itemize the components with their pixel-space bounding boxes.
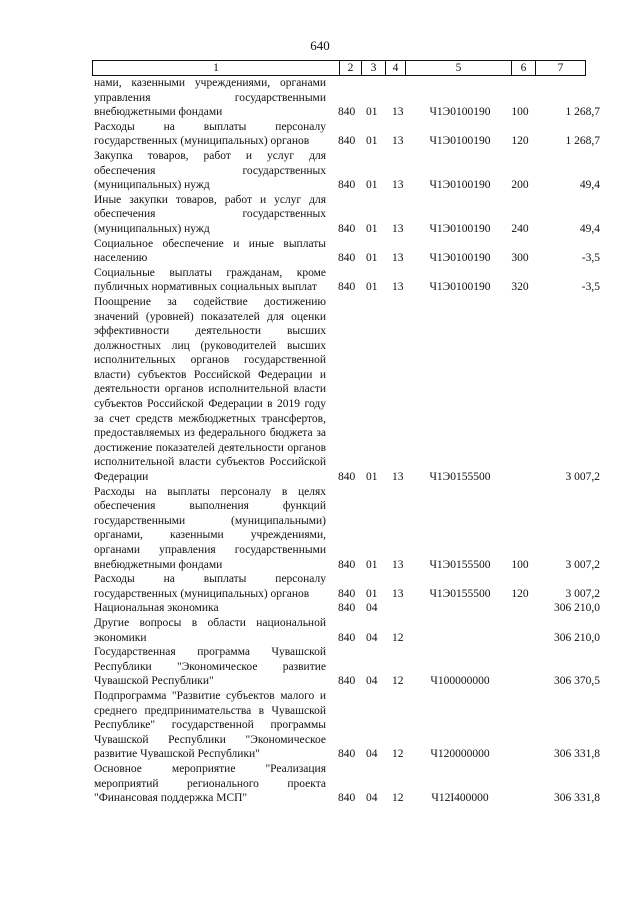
row-subsection-code: 12	[392, 631, 404, 644]
row-grbs-code: 840	[338, 179, 356, 192]
row-section-code: 01	[366, 587, 378, 600]
row-expense-type-code: 300	[511, 252, 529, 265]
row-target-article-code: Ч1Э0100190	[429, 222, 491, 235]
row-grbs-code: 840	[338, 602, 356, 615]
table-body	[92, 76, 600, 806]
row-amount: 3 007,2	[565, 471, 600, 484]
table-row	[92, 149, 600, 193]
row-subsection-code: 13	[392, 281, 404, 294]
row-grbs-code: 840	[338, 106, 356, 119]
row-expense-type-code: 120	[511, 135, 529, 148]
row-section-code: 04	[366, 602, 378, 615]
row-amount: 306 331,8	[554, 792, 600, 805]
row-target-article-code: Ч1Э0100190	[429, 281, 491, 294]
row-amount: 1 268,7	[565, 106, 600, 119]
row-amount: 306 331,8	[554, 748, 600, 761]
row-grbs-code: 840	[338, 631, 356, 644]
row-amount: 306 210,0	[554, 631, 600, 644]
column-header-6: 6	[511, 61, 535, 75]
row-target-article-code: Ч1Э0155500	[429, 587, 491, 600]
row-expense-type-code: 200	[511, 179, 529, 192]
row-name: Расходы на выплаты персоналу государственных (муниципальных) органов	[94, 120, 326, 148]
column-header-3: 3	[361, 61, 385, 75]
row-section-code: 01	[366, 135, 378, 148]
row-amount: 1 268,7	[565, 135, 600, 148]
column-header-4: 4	[385, 61, 405, 75]
row-name: Социальное обеспечение и иные выплаты населению	[94, 237, 326, 265]
row-amount: 49,4	[579, 179, 600, 192]
row-grbs-code: 840	[338, 471, 356, 484]
row-subsection-code: 13	[392, 222, 404, 235]
row-amount: 3 007,2	[565, 558, 600, 571]
row-subsection-code: 13	[392, 106, 404, 119]
row-subsection-code: 13	[392, 135, 404, 148]
table-header-row	[92, 60, 586, 76]
table-row	[92, 485, 600, 573]
row-name: Основное мероприятие "Реализация мероприятий регионального проекта "Финансовая поддержка МСП"	[94, 762, 326, 805]
row-section-code: 01	[366, 106, 378, 119]
row-subsection-code: 13	[392, 558, 404, 571]
row-subsection-code: 12	[392, 675, 404, 688]
table-row	[92, 689, 600, 762]
row-grbs-code: 840	[338, 252, 356, 265]
row-subsection-code: 13	[392, 587, 404, 600]
row-name: Социальные выплаты гражданам, кроме публичных нормативных социальных выплат	[94, 266, 326, 294]
row-section-code: 01	[366, 558, 378, 571]
row-section-code: 01	[366, 471, 378, 484]
row-grbs-code: 840	[338, 222, 356, 235]
row-name: Государственная программа Чувашской Республики "Экономическое развитие Чувашской Республики"	[94, 646, 326, 688]
row-name: Подпрограмма "Развитие субъектов малого и среднего предпринимательства в Чувашской Республике" государственной программы Чувашской Республики "Экономическое развитие Чувашской Республики"	[94, 689, 326, 761]
row-grbs-code: 840	[338, 558, 356, 571]
row-target-article-code: Ч12I400000	[431, 792, 489, 805]
page-number: 640	[310, 38, 330, 53]
row-target-article-code: Ч100000000	[430, 675, 490, 688]
row-subsection-code: 13	[392, 252, 404, 265]
row-target-article-code: Ч1Э0100190	[429, 179, 491, 192]
table-row	[92, 266, 600, 295]
row-section-code: 04	[366, 792, 378, 805]
row-name: Поощрение за содействие достижению значений (уровней) показателей для оценки эффективности деятельности высших должностных лиц (руководителей высших исполнительных органов государственной власти) субъектов Российской Федерации и деятельности органов исполнительной власти субъектов Российской Федерации в 2019 году за счет средств межбюджетных трансфертов, предоставляемых из федерального бюджета за достижение показателей деятельности органов исполнительной власти субъектов Российской Федерации	[94, 295, 326, 484]
row-subsection-code: 12	[392, 748, 404, 761]
row-target-article-code: Ч120000000	[430, 748, 490, 761]
row-amount: 49,4	[579, 222, 600, 235]
row-target-article-code: Ч1Э0100190	[429, 252, 491, 265]
row-target-article-code: Ч1Э0100190	[429, 106, 491, 119]
table-row	[92, 601, 600, 616]
row-section-code: 01	[366, 179, 378, 192]
row-section-code: 04	[366, 748, 378, 761]
table-row	[92, 572, 600, 601]
column-header-2: 2	[339, 61, 361, 75]
row-name: Расходы на выплаты персоналу в целях обеспечения выполнения функций государственными (муниципальными) органами, казенными учреждениями, органами управления государственными внебюджетными фондами	[94, 485, 326, 571]
row-target-article-code: Ч1Э0155500	[429, 471, 491, 484]
row-expense-type-code: 100	[511, 558, 529, 571]
row-grbs-code: 840	[338, 748, 356, 761]
column-header-5: 5	[405, 61, 511, 75]
column-header-7: 7	[535, 61, 585, 75]
table-row	[92, 120, 600, 149]
budget-table	[92, 60, 600, 806]
row-amount: 306 370,5	[554, 675, 600, 688]
row-section-code: 04	[366, 631, 378, 644]
row-section-code: 01	[366, 222, 378, 235]
row-subsection-code: 13	[392, 179, 404, 192]
row-name: Расходы на выплаты персоналу государственных (муниципальных) органов	[94, 573, 326, 600]
row-grbs-code: 840	[338, 675, 356, 688]
row-amount: 306 210,0	[554, 602, 600, 615]
row-target-article-code: Ч1Э0100190	[429, 135, 491, 148]
row-amount: -3,5	[581, 281, 600, 294]
table-row	[92, 616, 600, 645]
table-row	[92, 645, 600, 689]
row-name: Закупка товаров, работ и услуг для обеспечения государственных (муниципальных) нужд	[94, 149, 326, 192]
table-row	[92, 193, 600, 237]
table-row	[92, 76, 600, 120]
row-target-article-code: Ч1Э0155500	[429, 558, 491, 571]
row-subsection-code: 12	[392, 792, 404, 805]
row-expense-type-code: 240	[511, 222, 529, 235]
table-row	[92, 237, 600, 266]
row-expense-type-code: 120	[511, 587, 529, 600]
row-section-code: 04	[366, 675, 378, 688]
row-grbs-code: 840	[338, 587, 356, 600]
row-grbs-code: 840	[338, 135, 356, 148]
row-amount: -3,5	[581, 252, 600, 265]
row-subsection-code: 13	[392, 471, 404, 484]
column-header-1: 1	[213, 62, 219, 74]
table-row	[92, 762, 600, 806]
table-row	[92, 295, 600, 485]
row-name: Другие вопросы в области национальной экономики	[94, 616, 326, 644]
row-expense-type-code: 100	[511, 106, 529, 119]
row-expense-type-code: 320	[511, 281, 529, 294]
row-amount: 3 007,2	[565, 587, 600, 600]
row-name: нами, казенными учреждениями, органами управления государственными внебюджетными фондами	[94, 77, 326, 119]
row-section-code: 01	[366, 252, 378, 265]
row-section-code: 01	[366, 281, 378, 294]
row-grbs-code: 840	[338, 281, 356, 294]
row-name: Национальная экономика	[94, 602, 219, 615]
row-name: Иные закупки товаров, работ и услуг для обеспечения государственных (муниципальных) нужд	[94, 193, 326, 235]
row-grbs-code: 840	[338, 792, 356, 805]
